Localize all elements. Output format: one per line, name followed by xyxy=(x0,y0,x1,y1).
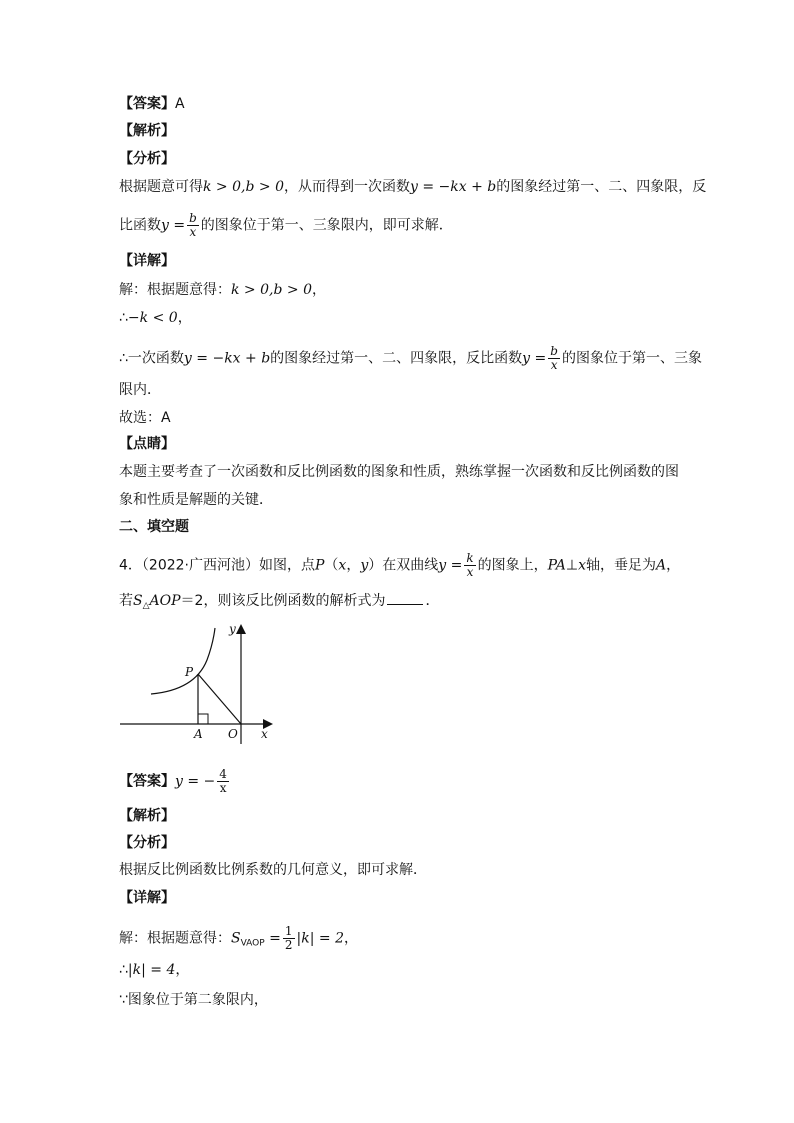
fraction-k-over-x: $\frac{k}{x}$ xyxy=(466,551,474,579)
q3-dianjing-line1: 本题主要考查了一次函数和反比例函数的图象和性质，熟练掌握一次函数和反比例函数的图 xyxy=(119,464,679,480)
q4-xiangjie-line2: ∴|k| = 4， xyxy=(119,962,190,978)
q3-xiangjie-line2: ∴−k < 0， xyxy=(119,310,192,326)
segment-PO xyxy=(198,674,241,724)
fraction-b-over-x: $\frac{b}{x}$ xyxy=(550,344,558,372)
q4-xiangjie-tag: 【详解】 xyxy=(119,890,175,906)
q3-jiexi-tag: 【解析】 xyxy=(119,123,175,139)
q3-xiangjie-tag: 【详解】 xyxy=(119,253,175,269)
answer-tag: 【答案】 xyxy=(119,773,175,790)
q4-fenxi-text: 根据反比例函数比例系数的几何意义，即可求解． xyxy=(119,862,427,878)
hyperbola-figure xyxy=(115,618,285,748)
q3-xiangjie-line3: ∴一次函数y = −kx + b的图象经过第一、二、四象限，反比函数y = $\frac{b}{x}$ 的图象位于第一、三象 xyxy=(119,344,702,372)
math-inline: y = −kx + b xyxy=(409,179,497,195)
q3-fenxi-line2: 比函数y = $\frac{b}{x}$ 的图象位于第一、三象限内，即可求解． xyxy=(119,211,453,239)
q4-jiexi-tag: 【解析】 xyxy=(119,808,175,824)
label-A: A xyxy=(194,727,203,741)
label-y: y xyxy=(229,622,236,636)
hyperbola-curve xyxy=(151,628,215,694)
label-O: O xyxy=(228,727,238,741)
q3-fenxi-line1: 根据题意可得k > 0,b > 0，从而得到一次函数y = −kx + b的图象经过第一、二、四象限，反 xyxy=(119,179,707,195)
fraction-one-half: $\frac{1}{2}$ xyxy=(284,924,293,952)
label-P: P xyxy=(185,665,194,679)
label-x: x xyxy=(261,727,268,741)
right-angle-mark xyxy=(198,714,208,724)
q3-fenxi-tag: 【分析】 xyxy=(119,151,175,167)
q4-stem-line2: 若$S_\triangle AOP=2$，则该反比例函数的解析式为 ． xyxy=(119,593,440,611)
fraction-b-over-x: $\frac{b}{x}$ xyxy=(189,211,197,239)
answer-blank xyxy=(387,592,423,605)
fraction-4-over-x: $\frac{4}{x}$ xyxy=(219,767,227,795)
q3-answer-line xyxy=(119,94,185,114)
y-axis-arrow xyxy=(236,624,246,634)
section-heading: 二、填空题 xyxy=(119,519,189,535)
math-inline: k > 0,b > 0 xyxy=(203,179,284,195)
q4-fenxi-tag: 【分析】 xyxy=(119,835,175,851)
q4-answer-line: 【答案】y = − $\frac{4}{x}$ xyxy=(119,767,227,795)
answer-value: A xyxy=(175,96,185,112)
q3-xiangjie-line4: 限内． xyxy=(119,382,161,398)
answer-tag: 【答案】 xyxy=(119,96,175,112)
q4-xiangjie-line3: ∵图象位于第二象限内， xyxy=(119,992,268,1008)
q4-xiangjie-line1: 解：根据题意得：$S_{VAOP}$ = $\frac{1}{2}$ |k| = 2， xyxy=(119,924,358,952)
q3-choice: 故选：A xyxy=(119,410,171,426)
q4-stem-line1: 4．（2022·广西河池）如图，点P（x，y）在双曲线y = $\frac{k}{x}$ 的图象上，PA⊥x轴，垂足为A， xyxy=(119,551,681,579)
q3-dianjing-tag: 【点睛】 xyxy=(119,436,175,452)
q3-dianjing-line2: 象和性质是解题的关键． xyxy=(119,492,273,508)
q3-xiangjie-line1: 解：根据题意得：k > 0,b > 0， xyxy=(119,282,326,298)
